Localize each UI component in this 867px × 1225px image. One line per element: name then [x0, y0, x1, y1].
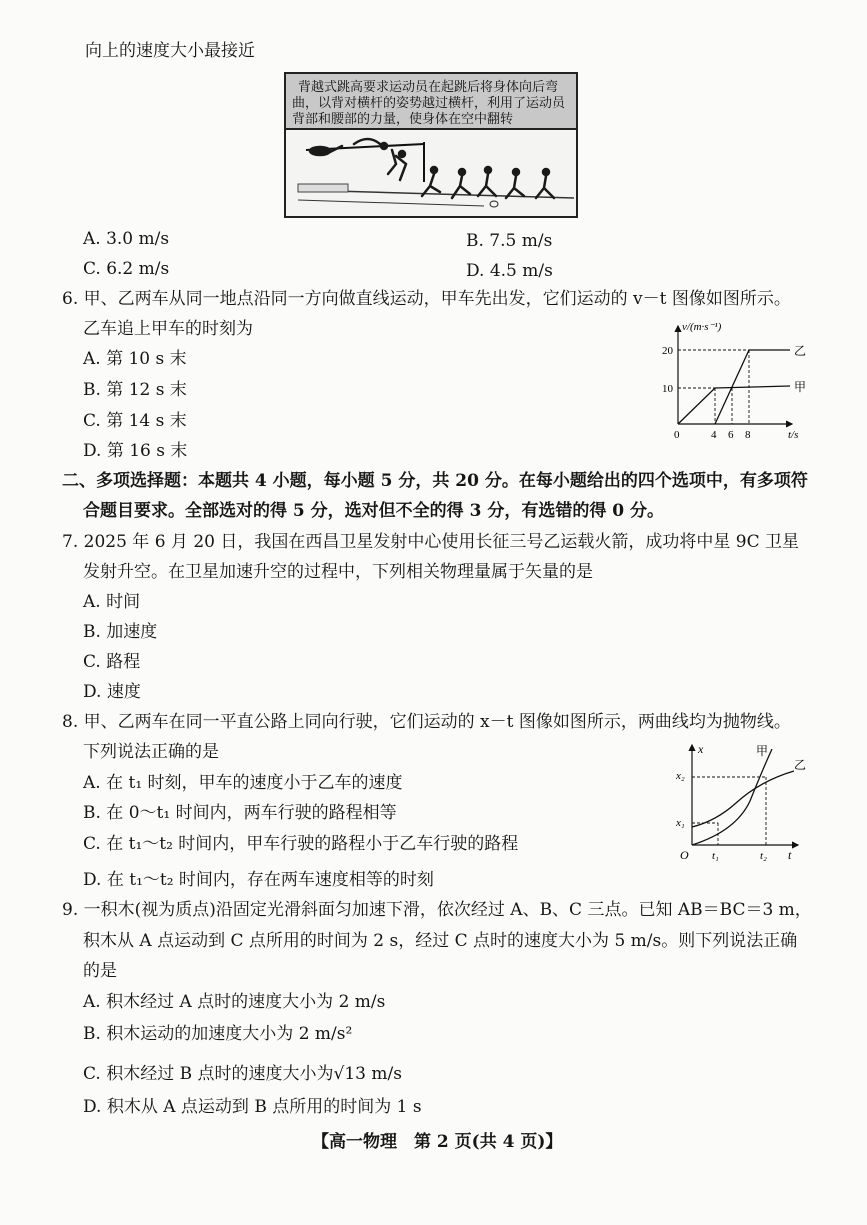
v-t-graph [660, 318, 810, 444]
q7-stem-line-1: 7. 2025 年 6 月 20 日，我国在西昌卫星发射中心使用长征三号乙运载火箭，成功将中星 9C 卫星 [62, 532, 799, 552]
t-axis-label: t [788, 848, 792, 862]
t2-label: t₂ [760, 850, 767, 862]
origin-label: 0 [674, 429, 680, 441]
q5-option-b: B. 7.5 m/s [466, 231, 553, 251]
t-axis-label: t/s [788, 429, 799, 441]
q8-option-a: A. 在 t₁ 时刻，甲车的速度小于乙车的速度 [83, 773, 403, 793]
series-jia-label: 甲 [756, 744, 769, 758]
q5-option-c: C. 6.2 m/s [83, 259, 170, 279]
q9-option-c: C. 积木经过 B 点时的速度大小为√13 m/s [83, 1064, 402, 1084]
series-yi-label: 乙 [794, 344, 807, 358]
high-jump-illustration [284, 72, 578, 218]
q7-option-a: A. 时间 [83, 592, 141, 612]
x1-label: x₁ [676, 817, 685, 829]
q7-option-b: B. 加速度 [83, 622, 158, 642]
q6-stem-line-2: 乙车追上甲车的时刻为 [83, 319, 253, 339]
q7-option-c: C. 路程 [83, 652, 141, 672]
q8-option-d: D. 在 t₁～t₂ 时间内，存在两车速度相等的时刻 [83, 870, 434, 890]
series-jia-line [678, 386, 790, 424]
x-t-graph [676, 741, 810, 863]
q9-option-d: D. 积木从 A 点运动到 B 点所用的时间为 1 s [83, 1097, 422, 1117]
page-footer: 【高一物理 第 2 页(共 4 页)】 [312, 1132, 563, 1152]
section-2-header-line-1: 二、多项选择题：本题共 4 小题，每小题 5 分，共 20 分。在每小题给出的四个选项中，有多项符 [62, 471, 808, 491]
series-yi-label: 乙 [794, 758, 807, 772]
x2-label: x₂ [676, 770, 685, 782]
q9-stem-line-1: 9. 一积木(视为质点)沿固定光滑斜面匀加速下滑，依次经过 A、B、C 三点。已知 AB＝BC＝3 m， [62, 900, 812, 920]
q9-stem-line-2: 积木从 A 点运动到 C 点所用的时间为 2 s，经过 C 点时的速度大小为 5 m/s。则下列说法正确 [83, 931, 798, 951]
section-2-header-line-2: 合题目要求。全部选对的得 5 分，选对但不全的得 3 分，有选错的得 0 分。 [83, 501, 664, 521]
origin-label: O [680, 848, 689, 862]
x-axis-label: x [698, 742, 704, 756]
q9-option-a: A. 积木经过 A 点时的速度大小为 2 m/s [83, 992, 386, 1012]
caption-line-1: 背越式跳高要求运动员在起跳后将身体向后弯 [298, 79, 559, 94]
q5-option-a: A. 3.0 m/s [83, 229, 170, 249]
q8-stem-line-2: 下列说法正确的是 [83, 742, 219, 762]
q5-stem-tail: 向上的速度大小最接近 [85, 41, 255, 61]
series-yi-curve [692, 771, 794, 827]
tick-4: 4 [711, 429, 717, 441]
q8-option-b: B. 在 0～t₁ 时间内，两车行驶的路程相等 [83, 803, 397, 823]
q9-option-b: B. 积木运动的加速度大小为 2 m/s² [83, 1024, 353, 1044]
q6-stem-line-1: 6. 甲、乙两车从同一地点沿同一方向做直线运动，甲车先出发，它们运动的 v－t 图像如图所示。 [62, 289, 791, 309]
series-jia-label: 甲 [794, 380, 807, 394]
q9-stem-line-3: 的是 [83, 961, 117, 981]
q8-stem-line-1: 8. 甲、乙两车在同一平直公路上同向行驶，它们运动的 x－t 图像如图所示，两曲线均为抛物线。 [62, 712, 791, 732]
q6-option-c: C. 第 14 s 末 [83, 411, 187, 431]
v-axis-label: v/(m·s⁻¹) [682, 321, 722, 333]
tick-10: 10 [662, 383, 673, 395]
caption-line-3: 背部和腰部的力量，使身体在空中翻转 [292, 111, 514, 126]
tick-6: 6 [728, 429, 734, 441]
q6-option-b: B. 第 12 s 末 [83, 380, 187, 400]
q6-option-a: A. 第 10 s 末 [83, 349, 187, 369]
tick-8: 8 [745, 429, 751, 441]
q8-option-c: C. 在 t₁～t₂ 时间内，甲车行驶的路程小于乙车行驶的路程 [83, 834, 519, 854]
q7-stem-line-2: 发射升空。在卫星加速升空的过程中，下列相关物理量属于矢量的是 [83, 562, 593, 582]
caption-line-2: 曲，以背对横杆的姿势越过横杆，利用了运动员 [292, 95, 566, 110]
series-jia-curve [692, 749, 772, 845]
q6-option-d: D. 第 16 s 末 [83, 441, 188, 461]
tick-20: 20 [662, 345, 673, 357]
t1-label: t₁ [712, 850, 719, 862]
q5-option-d: D. 4.5 m/s [466, 261, 553, 281]
q7-option-d: D. 速度 [83, 682, 141, 702]
